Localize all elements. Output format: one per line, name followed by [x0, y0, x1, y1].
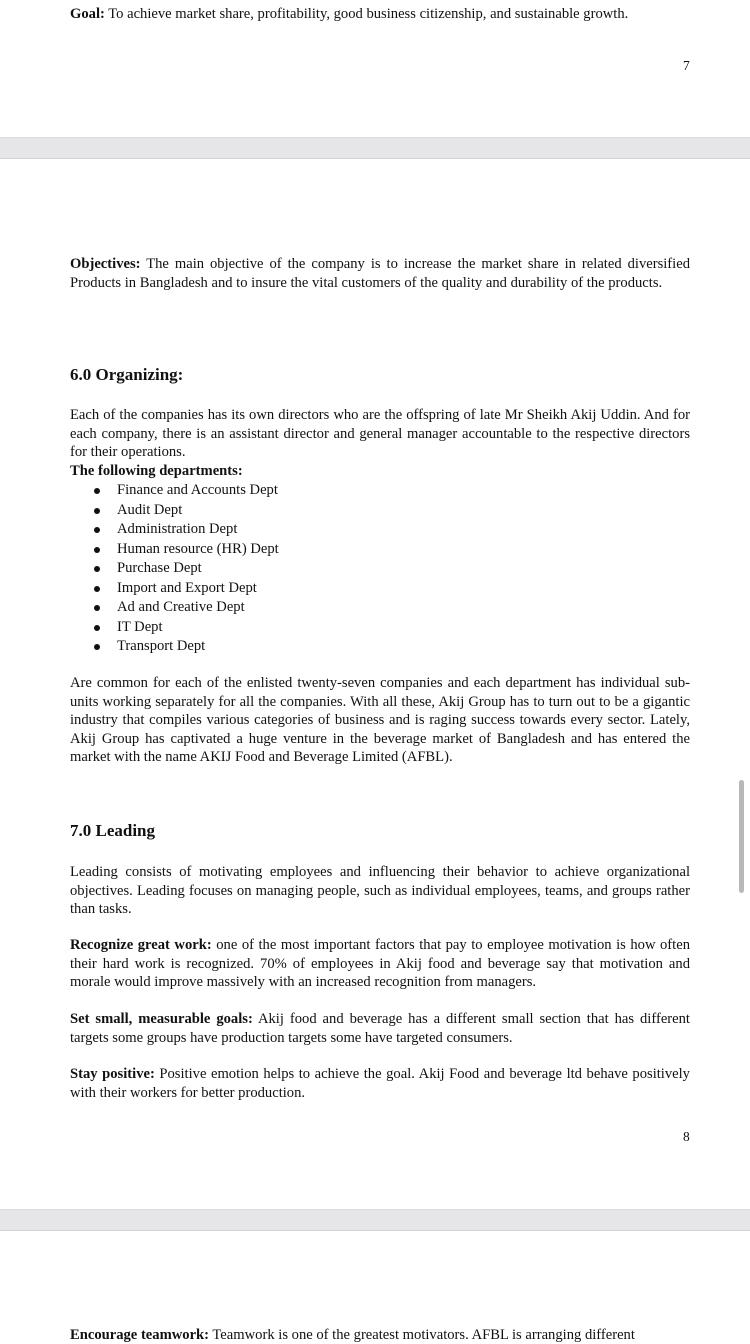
- list-item: Human resource (HR) Dept: [70, 540, 690, 560]
- teamwork-text: Teamwork is one of the greatest motivators. AFBL is arranging different: [209, 1327, 635, 1343]
- recognize-label: Recognize great work:: [70, 937, 212, 953]
- leading-paragraph: Leading consists of motivating employees and influencing their behavior to achieve organizational objectives. Leading focuses on managing people, such as individual employees, teams, and groups rather than tasks.: [70, 864, 690, 917]
- vertical-scrollbar[interactable]: [739, 780, 744, 893]
- objectives-text: The main objective of the company is to increase the market share in related diversified Products in Bangladesh and to insure the vital customers of the quality and durability of the products.: [70, 256, 690, 291]
- list-item: Audit Dept: [70, 501, 690, 521]
- page-number-8: 8: [683, 1129, 690, 1144]
- teamwork-label: Encourage teamwork:: [70, 1327, 210, 1343]
- goal-label: Goal:: [70, 6, 105, 22]
- list-item: Ad and Creative Dept: [70, 598, 690, 618]
- list-item: Administration Dept: [70, 520, 690, 540]
- list-item: Purchase Dept: [70, 559, 690, 579]
- recognize-text: one of the most important factors that pay to employee motivation is how often their hard work is recognized. 70% of employees in Akij food and beverage say that motivation and morale would improve massively with an increased recognition from managers.: [70, 937, 690, 990]
- organizing-paragraph: Each of the companies has its own directors who are the offspring of late Mr Sheikh Akij Uddin. And for each company, there is an assistant director and general manager accountable to the respective directors for their operations.: [70, 407, 690, 460]
- list-item: IT Dept: [70, 618, 690, 638]
- list-item: Transport Dept: [70, 637, 690, 657]
- goals-label: Set small, measurable goals:: [70, 1011, 253, 1027]
- organizing-heading: 6.0 Organizing:: [70, 365, 184, 384]
- next-page-partial-line: [70, 1326, 690, 1344]
- objectives-label: Objectives:: [70, 256, 141, 272]
- goal-text: To achieve market share, profitability, good business citizenship, and sustainable growth.: [104, 6, 629, 22]
- positive-text: Positive emotion helps to achieve the goal. Akij Food and beverage ltd behave positively with their workers for better production.: [70, 1066, 690, 1101]
- common-paragraph: Are common for each of the enlisted twenty-seven companies and each department has individual sub-units working separately for all the companies. With all these, Akij Group has to turn out to be a gigantic industry that compiles various categories of business and is raging success towards every sector. Lately, Akij Group has captivated a huge venture in the beverage market of Bangladesh and has entered the market with the name AKIJ Food and Beverage Limited (AFBL).: [70, 675, 690, 765]
- list-item: Finance and Accounts Dept: [70, 481, 690, 501]
- objectives-paragraph: [70, 255, 690, 292]
- page-number-7: 7: [683, 58, 690, 73]
- positive-label: Stay positive:: [70, 1066, 155, 1082]
- list-item: Import and Export Dept: [70, 579, 690, 599]
- page-divider: [0, 1209, 750, 1231]
- goals-paragraph: [70, 1010, 690, 1047]
- goal-paragraph: [70, 5, 710, 24]
- goals-text: Akij food and beverage has a different small section that has different targets some groups have production targets some have targeted consumers.: [70, 1011, 690, 1046]
- departments-list: [70, 481, 690, 657]
- positive-paragraph: [70, 1065, 690, 1102]
- leading-heading: 7.0 Leading: [70, 821, 156, 840]
- page-divider: [0, 137, 750, 159]
- departments-heading: The following departments:: [70, 463, 243, 479]
- recognize-paragraph: [70, 936, 690, 992]
